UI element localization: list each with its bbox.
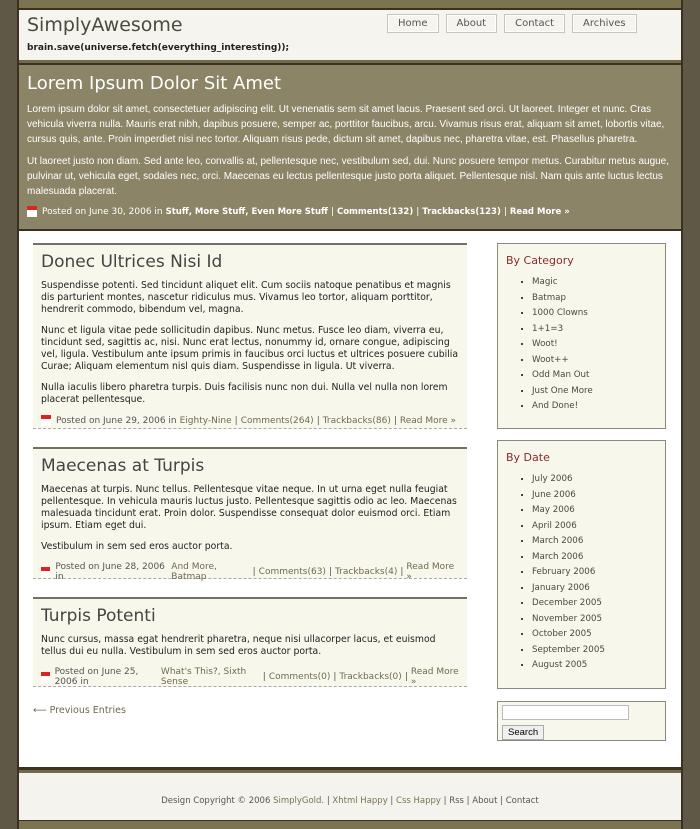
- sidebar-link[interactable]: August 2005: [532, 660, 588, 670]
- sidebar-list-item: [532, 565, 657, 581]
- category-links[interactable]: What's This?, Sixth Sense: [160, 667, 247, 687]
- nav-contact[interactable]: Contact: [504, 14, 565, 33]
- post-meta: Posted on June 30, 2006 in Stuff, More Stuff, Even More Stuff | Comments(132) | Trackbacks(123) | Read More »: [27, 206, 673, 217]
- category-links[interactable]: Eighty-Nine: [179, 415, 232, 426]
- post-paragraph: Vestibulum in sem sed eros auctor porta.: [41, 541, 233, 552]
- sidebar-list-item: [532, 643, 657, 659]
- read-more-link[interactable]: Read More »: [410, 667, 459, 687]
- post: [33, 243, 467, 429]
- sidebar-list-item: [532, 581, 657, 597]
- sidebar-heading: By Category: [506, 254, 574, 267]
- post-meta: Posted on June 29, 2006 in Eighty-Nine | Comments(264) | Trackbacks(86) | Read More »: [41, 415, 459, 426]
- comments-link[interactable]: Comments(264): [240, 415, 314, 426]
- sidebar-link[interactable]: March 2006: [532, 536, 584, 546]
- nav-archives[interactable]: Archives: [572, 14, 637, 33]
- post-paragraph: Suspendisse potenti. Sed tincidunt aliquet elit. Cum sociis natoque penatibus et magnis dis parturient montes, nascetur ridiculus mus. Vivamus leo tortor, aliquam porttitor, hendrerit commodo, bibendum vel, magna.: [41, 280, 451, 315]
- date-list: [506, 472, 657, 674]
- post-paragraph: Nunc cursus, massa egat hendrerit pharetra, neque nisi ullacorper lacus, et euismod tellus dui eu nulla. Vestibulum in sem sed eros auctor porta.: [41, 634, 436, 657]
- sidebar-link[interactable]: 1+1=3: [532, 323, 564, 334]
- footer-brand-link[interactable]: SimplyGold.: [273, 796, 325, 806]
- search-box: [497, 701, 666, 741]
- sidebar-link[interactable]: Batmap: [532, 292, 566, 303]
- post-meta: Posted on June 25, 2006 in What's This?, Sixth Sense | Comments(0) | Trackbacks(0) | Read More »: [41, 667, 459, 687]
- post-title[interactable]: Maecenas at Turpis: [41, 456, 205, 476]
- footer-link-rss[interactable]: Rss: [449, 796, 464, 806]
- main-content: [19, 231, 681, 767]
- sidebar-list-item: [532, 503, 657, 519]
- footer-link-css[interactable]: Css Happy: [396, 796, 441, 806]
- calendar-icon: [41, 672, 50, 683]
- post: [33, 447, 467, 582]
- tagline: brain.save(universe.fetch(everything_interesting));: [27, 43, 290, 53]
- comments-link[interactable]: Comments(63): [258, 567, 326, 577]
- calendar-icon: [41, 567, 50, 578]
- sidebar-list-item: [532, 550, 657, 566]
- featured-post-title[interactable]: Lorem Ipsum Dolor Sit Amet: [27, 73, 282, 94]
- featured-post: [19, 65, 681, 229]
- sidebar-list-item: [532, 627, 657, 643]
- search-input[interactable]: [502, 705, 629, 720]
- main-nav: [387, 14, 637, 33]
- sidebar-link[interactable]: April 2006: [532, 520, 577, 531]
- sidebar-link[interactable]: And Done!: [532, 401, 579, 411]
- footer: Design Copyright © 2006 SimplyGold. | Xhtml Happy | Css Happy | Rss | About | Contact: [19, 770, 681, 820]
- comments-link[interactable]: Comments(132): [336, 206, 414, 217]
- footer-link-xhtml[interactable]: Xhtml Happy: [332, 796, 388, 806]
- post-title[interactable]: Turpis Potenti: [41, 606, 156, 626]
- header: [19, 10, 681, 63]
- nav-home[interactable]: Home: [387, 14, 439, 33]
- sidebar-list-item: [532, 534, 657, 550]
- posted-date: Posted on June 28, 2006 in: [55, 562, 165, 582]
- trackbacks-link[interactable]: Trackbacks(4): [334, 567, 398, 577]
- sidebar-list-item: [532, 291, 657, 307]
- category-list: [506, 275, 657, 415]
- sidebar-list-item: [532, 337, 657, 353]
- category-links[interactable]: And More, Batmap: [171, 562, 217, 582]
- sidebar-list-item: [532, 488, 657, 504]
- footer-link-contact[interactable]: Contact: [505, 796, 539, 806]
- sidebar-link[interactable]: June 2006: [532, 489, 576, 500]
- nav-about[interactable]: About: [446, 14, 498, 33]
- site-title[interactable]: SimplyAwesome: [27, 14, 183, 36]
- trackbacks-link[interactable]: Trackbacks(86): [322, 415, 391, 426]
- page-wrapper: [17, 0, 683, 829]
- sidebar-list-item: [532, 368, 657, 384]
- sidebar-list-item: [532, 322, 657, 338]
- sidebar-list-item: [532, 596, 657, 612]
- sidebar-list-item: [532, 353, 657, 369]
- post-title[interactable]: Donec Ultrices Nisi Id: [41, 252, 223, 272]
- sidebar-list-item: [532, 519, 657, 535]
- copyright-text: Design Copyright © 2006: [161, 796, 271, 806]
- sidebar-by-date: [497, 440, 666, 689]
- sidebar-list-item: [532, 399, 657, 415]
- post-paragraph: Nunc et ligula vitae pede sollicitudin dapibus. Nunc metus. Fusce leo diam, viverra eu, tincidunt sed, sagittis ac, nisi. Nunc erat lectus, nonummy id, ornare congue, adipiscing vel, ligula. Vestibulum ante ipsum primis in faucibus orci luctus et ultrices posuere cubilia Curae; Aliquam elementum nisl quis diam. Suspendisse in ligula. Ut viverra.: [41, 325, 459, 372]
- sidebar-link[interactable]: December 2005: [532, 598, 602, 608]
- search-button[interactable]: Search: [502, 725, 544, 740]
- sidebar-link[interactable]: May 2006: [532, 505, 575, 515]
- bottom-band: [19, 821, 681, 829]
- sidebar-link[interactable]: Woot!: [532, 339, 558, 349]
- sidebar-link[interactable]: September 2005: [532, 644, 605, 655]
- sidebar-list-item: [532, 275, 657, 291]
- post-paragraph: Maecenas at turpis. Nunc tellus. Pellentesque vitae neque. In ut urna eget nulla feugiat pellentesque. In vehicula mauris luctus justo. Pellentesque sagittis odio ac leo. Maecenas malesuada tincidunt erat. Proin dolor. Suspendisse consequat dolor euismod orci. Etiam ipsum. Etiam eget dui.: [41, 484, 457, 531]
- previous-entries-link[interactable]: ⟵ Previous Entries: [33, 705, 126, 716]
- featured-post-paragraph: Ut laoreet justo non diam. Sed ante leo, convallis at, pellentesque nec, vestibulum sed, dui. Nunc posuere tempor metus. Curabitur metus augue, pulvinar ut, vehicula eget, sodales nec, orci. Maecenas eu lectus pellentesque justo porta aliquet. Pellentesque nisl. Nam quis ante luctus lectus malesuada placerat.: [27, 156, 670, 197]
- post-paragraph: Nulla iaculis libero pharetra turpis. Duis facilisis nunc non dui. Nulla vel nulla non lorem placerat pellentesque.: [41, 382, 448, 405]
- calendar-icon: [27, 206, 37, 217]
- sidebar-link[interactable]: Odd Man Out: [532, 370, 590, 380]
- category-links[interactable]: Stuff, More Stuff, Even More Stuff: [165, 206, 328, 217]
- read-more-link[interactable]: Read More »: [399, 415, 457, 426]
- sidebar-heading: By Date: [506, 451, 550, 464]
- post-meta: Posted on June 28, 2006 in And More, Batmap | Comments(63) | Trackbacks(4) | Read More »: [41, 562, 459, 582]
- sidebar-list-item: [532, 612, 657, 628]
- top-band: [19, 0, 681, 8]
- read-more-link[interactable]: Read More »: [406, 562, 455, 582]
- posted-date: Posted on June 29, 2006 in: [56, 415, 177, 426]
- trackbacks-link[interactable]: Trackbacks(123): [422, 206, 501, 217]
- post: [33, 597, 467, 687]
- sidebar-link[interactable]: January 2006: [532, 582, 590, 593]
- sidebar-list-item: [532, 472, 657, 488]
- comments-link[interactable]: Comments(0): [268, 672, 331, 682]
- sidebar-link[interactable]: Just One More: [532, 385, 593, 396]
- sidebar-list-item: [532, 658, 657, 674]
- posted-date: Posted on June 30, 2006 in: [42, 206, 163, 217]
- sidebar-by-category: [497, 243, 666, 429]
- calendar-icon: [41, 415, 51, 426]
- read-more-link[interactable]: Read More »: [509, 206, 570, 217]
- sidebar-link[interactable]: July 2006: [532, 474, 573, 484]
- sidebar-link[interactable]: March 2006: [532, 551, 584, 562]
- sidebar-link[interactable]: Woot++: [532, 354, 569, 365]
- trackbacks-link[interactable]: Trackbacks(0): [339, 672, 402, 682]
- sidebar-link[interactable]: Magic: [532, 277, 558, 287]
- posted-date: Posted on June 25, 2006 in: [54, 667, 139, 687]
- sidebar-list-item: [532, 384, 657, 400]
- sidebar-list-item: [532, 306, 657, 322]
- sidebar-link[interactable]: 1000 Clowns: [532, 308, 588, 318]
- featured-post-paragraph: Lorem ipsum dolor sit amet, consectetuer adipiscing elit. Ut venenatis sem sit amet lacus. Praesent sed orci. Ut laoreet. Integer et nunc. Cras vehicula viverra nulla. Mauris erat nibh, dapibus posuere, semper ac, porttitor faucibus, arcu. Vivamus risus erat, aliquam sit amet, lobortis vitae, cursus quis, ante. Proin imperdiet nisi nec tortor. Aliquam risus pede, dictum sit amet, dapibus nec, pharetra vitae, est. Phasellus pharetra.: [27, 104, 665, 145]
- sidebar-link[interactable]: February 2006: [532, 567, 596, 577]
- sidebar-link[interactable]: October 2005: [532, 629, 592, 639]
- sidebar-link[interactable]: November 2005: [532, 613, 603, 624]
- footer-link-about[interactable]: About: [472, 796, 498, 806]
